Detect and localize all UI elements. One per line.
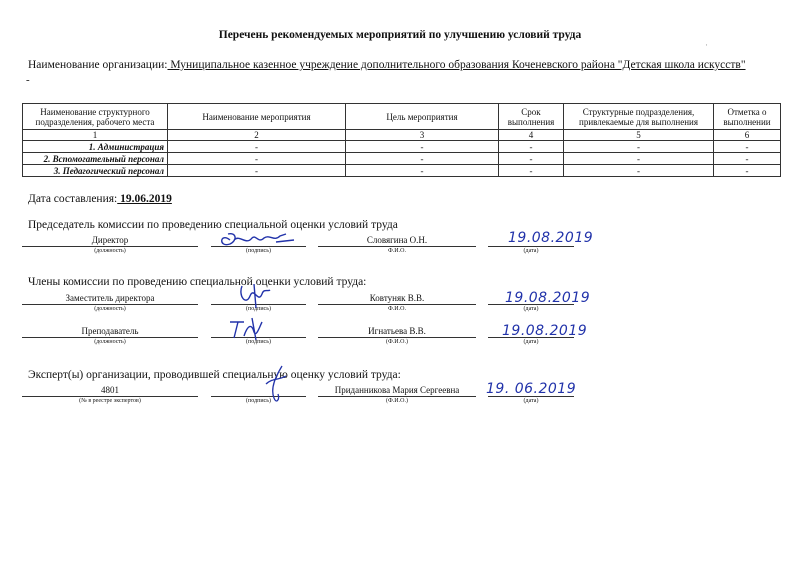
date-caption: (дата) [523,248,539,254]
header-cell: Наименование структурного подразделения, рабочего места [23,104,168,130]
member-position: Преподаватель [81,326,139,336]
divider [318,337,476,338]
member-signature-icon [236,282,276,310]
signature-caption: (подпись) [246,248,271,254]
table-cell: - [168,141,346,153]
date-compiled [28,193,172,205]
members-heading: Члены комиссии по проведению специальной оценки условий труда: [28,276,367,288]
signature-caption: (подпись) [246,398,271,404]
table-cell: - [714,141,781,153]
table-number-row [23,130,781,141]
date-caption: (дата) [523,398,539,404]
row-name-cell: 2. Вспомогательный персонал [23,153,168,165]
table-cell: - [168,165,346,177]
table-cell: - [564,165,714,177]
date-caption: (дата) [523,339,539,345]
position-caption: (должность) [94,339,126,345]
organization-label: Наименование организации: [28,59,168,71]
name-caption: (Ф.И.О.) [386,339,408,345]
position-caption: (должность) [94,306,126,312]
divider [22,246,198,247]
divider [318,396,476,397]
date-compiled-label: Дата составления: [28,193,118,205]
header-cell: Цель мероприятия [346,104,499,130]
organization-line [28,59,746,71]
divider [22,396,198,397]
signature-caption: (подпись) [246,339,271,345]
table-row [23,153,781,165]
divider [22,304,198,305]
table-cell: - [714,165,781,177]
member-name: Ковтуняк В.В. [369,293,425,303]
number-cell: 6 [714,130,781,141]
organization-value: Муниципальное казенное учреждение дополнительного образования Коченевского района "Детская школа искусств" [167,59,746,71]
member-position: Заместитель директора [65,293,155,303]
expert-heading: Эксперт(ы) организации, проводившей специальную оценку условий труда: [28,369,401,381]
chairman-signature-icon [216,228,296,250]
expert-number: 4801 [101,385,119,395]
divider [488,337,574,338]
row-name-cell: 1. Администрация [23,141,168,153]
divider [22,337,198,338]
table-cell: - [168,153,346,165]
expert-signature-icon [256,364,296,408]
member-name: Игнатьева В.В. [368,326,426,336]
header-cell: Структурные подразделения, привлекаемые для выполнения [564,104,714,130]
table-cell: - [346,141,499,153]
divider [488,304,574,305]
date-compiled-value: 19.06.2019 [117,193,172,205]
number-cell: 1 [23,130,168,141]
table-cell: - [499,153,564,165]
table-cell: - [714,153,781,165]
chairman-date: 19.08.2019 [508,230,594,246]
table-cell: - [499,141,564,153]
table-cell: - [564,141,714,153]
measures-table [22,103,781,177]
chairman-name: Словягина О.Н. [366,235,428,245]
divider [318,246,476,247]
document-title: Перечень рекомендуемых мероприятий по улучшению условий труда [218,29,582,41]
date-caption: (дата) [523,306,539,312]
header-cell: Отметка о выполнении [714,104,781,130]
header-cell: Срок выполнения [499,104,564,130]
number-cell: 3 [346,130,499,141]
organization-dash: - [26,74,30,86]
chairman-heading: Председатель комиссии по проведению специальной оценки условий труда [28,219,398,231]
table-row [23,165,781,177]
table-cell: - [499,165,564,177]
member-date: 19.08.2019 [505,290,591,306]
number-caption: (№ в реестре экспертов) [79,398,141,404]
expert-date: 19. 06.2019 [486,381,577,397]
row-name-cell: 3. Педагогический персонал [23,165,168,177]
expert-name: Приданникова Мария Сергеевна [334,385,460,395]
name-caption: Ф.И.О. [388,306,406,312]
chairman-position: Директор [91,235,129,245]
divider [488,246,574,247]
table-cell: - [564,153,714,165]
table-header-row [23,104,781,130]
number-cell: 2 [168,130,346,141]
name-caption: (Ф.И.О.) [386,398,408,404]
name-caption: Ф.И.О. [388,248,406,254]
table-cell: - [346,165,499,177]
header-cell: Наименование мероприятия [168,104,346,130]
divider [488,396,574,397]
number-cell: 4 [499,130,564,141]
number-cell: 5 [564,130,714,141]
signature-caption: (подпись) [246,306,271,312]
divider [318,304,476,305]
member-date: 19.08.2019 [502,323,588,339]
table-cell: - [346,153,499,165]
scan-speck: · [705,40,708,50]
table-row [23,141,781,153]
member-signature-icon [226,316,270,342]
position-caption: (должность) [94,248,126,254]
